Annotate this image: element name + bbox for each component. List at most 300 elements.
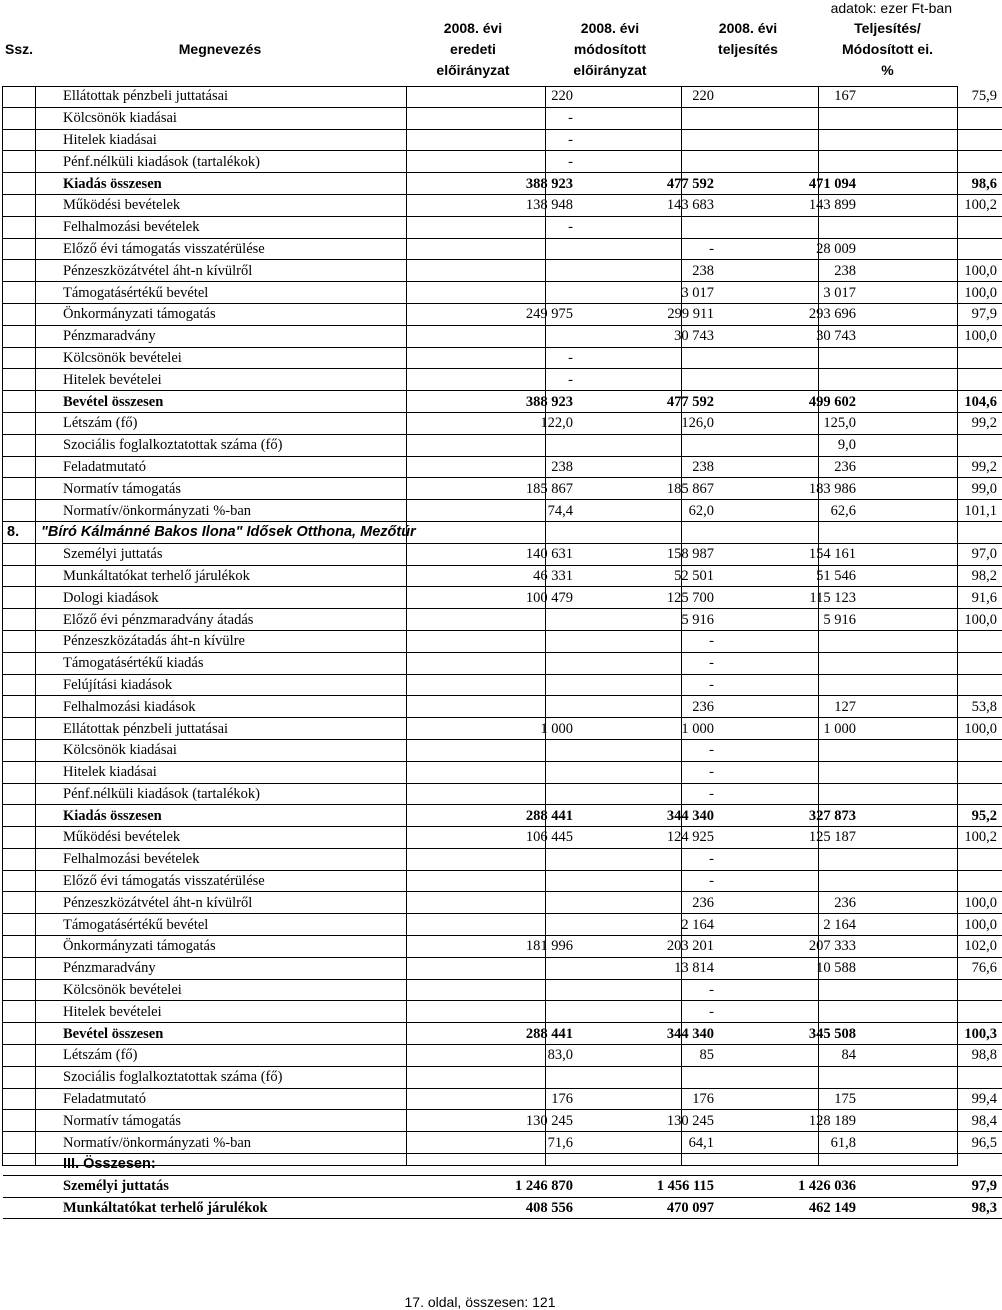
table-row	[3, 543, 1002, 565]
value-eredeti	[434, 434, 578, 456]
value-eredeti: 100 479	[434, 587, 578, 609]
table-row	[3, 739, 1002, 761]
row-name: Normatív támogatás	[39, 478, 434, 500]
row-name: Önkormányzati támogatás	[39, 936, 434, 958]
row-name: Feladatmutató	[39, 1088, 434, 1110]
table-row	[3, 347, 1002, 369]
row-ssz: 8.	[3, 521, 39, 543]
value-eredeti: 288 441	[434, 1023, 578, 1045]
row-ssz	[3, 456, 39, 478]
row-ssz	[3, 1110, 39, 1132]
value-teljesites	[719, 347, 861, 369]
row-ssz	[3, 892, 39, 914]
row-name: Hitelek kiadásai	[39, 761, 434, 783]
row-ssz	[3, 129, 39, 151]
row-name: Kölcsönök kiadásai	[39, 107, 434, 129]
value-modositott: 185 867	[578, 478, 719, 500]
value-teljesites: 61,8	[719, 1132, 861, 1154]
row-ssz	[3, 565, 39, 587]
row-ssz	[3, 478, 39, 500]
row-name: Normatív támogatás	[39, 1110, 434, 1132]
row-name: Személyi juttatás	[39, 1175, 434, 1197]
table-row	[3, 86, 1002, 107]
value-szazalek	[861, 1001, 1002, 1023]
value-eredeti: -	[434, 369, 578, 391]
value-szazalek: 97,0	[861, 543, 1002, 565]
header-megnevezes: Megnevezés	[178, 41, 262, 57]
row-ssz	[3, 434, 39, 456]
value-teljesites: 127	[719, 696, 861, 718]
value-modositott: 477 592	[578, 173, 719, 195]
row-name: Pénzeszközátvétel áht-n kívülről	[39, 260, 434, 282]
table-row	[3, 979, 1002, 1001]
value-teljesites	[719, 521, 861, 543]
value-eredeti: 130 245	[434, 1110, 578, 1132]
value-szazalek: 98,3	[861, 1197, 1002, 1219]
table-row	[3, 652, 1002, 674]
value-teljesites: 84	[719, 1045, 861, 1067]
row-ssz	[3, 609, 39, 631]
row-name: Szociális foglalkoztatottak száma (fő)	[39, 434, 434, 456]
row-ssz	[3, 303, 39, 325]
table-row	[3, 107, 1002, 129]
value-szazalek: 98,2	[861, 565, 1002, 587]
value-eredeti: 238	[434, 456, 578, 478]
value-modositott	[578, 369, 719, 391]
value-modositott	[578, 1154, 719, 1176]
value-eredeti: 288 441	[434, 805, 578, 827]
row-name: Pénzeszközátvétel áht-n kívülről	[39, 892, 434, 914]
value-eredeti	[434, 892, 578, 914]
value-modositott: 3 017	[578, 282, 719, 304]
value-szazalek	[861, 107, 1002, 129]
value-szazalek: 102,0	[861, 936, 1002, 958]
value-eredeti	[434, 979, 578, 1001]
value-szazalek	[861, 434, 1002, 456]
value-teljesites: 293 696	[719, 303, 861, 325]
value-teljesites: 345 508	[719, 1023, 861, 1045]
row-ssz	[3, 1045, 39, 1067]
row-ssz	[3, 1132, 39, 1154]
value-teljesites	[719, 216, 861, 238]
value-szazalek	[861, 870, 1002, 892]
row-name: Normatív/önkormányzati %-ban	[39, 500, 434, 522]
row-name: Hitelek bevételei	[39, 1001, 434, 1023]
row-ssz	[3, 238, 39, 260]
value-szazalek: 97,9	[861, 1175, 1002, 1197]
table-row	[3, 521, 1002, 543]
table-row	[3, 805, 1002, 827]
table-row	[3, 216, 1002, 238]
table-row	[3, 129, 1002, 151]
row-name: Létszám (fő)	[39, 1045, 434, 1067]
row-ssz	[3, 1175, 39, 1197]
header-teljesites: 2008. évi teljesítés	[718, 20, 778, 57]
value-modositott: -	[578, 1001, 719, 1023]
table-row	[3, 783, 1002, 805]
header-eredeti-eloiranyzat: 2008. évi eredeti előirányzat	[436, 20, 510, 78]
row-ssz	[3, 674, 39, 696]
value-teljesites	[719, 783, 861, 805]
row-ssz	[3, 412, 39, 434]
value-modositott: 1 000	[578, 718, 719, 740]
row-name: Hitelek kiadásai	[39, 129, 434, 151]
value-szazalek: 100,0	[861, 260, 1002, 282]
row-name: Működési bevételek	[39, 827, 434, 849]
value-eredeti: 220	[434, 86, 578, 107]
value-modositott: 203 201	[578, 936, 719, 958]
value-teljesites: 9,0	[719, 434, 861, 456]
row-ssz	[3, 848, 39, 870]
row-ssz	[3, 325, 39, 347]
table-row	[3, 957, 1002, 979]
table-row	[3, 303, 1002, 325]
row-name: Működési bevételek	[39, 194, 434, 216]
value-szazalek	[861, 848, 1002, 870]
table-row	[3, 1001, 1002, 1023]
table-row	[3, 369, 1002, 391]
value-modositott: 299 911	[578, 303, 719, 325]
row-ssz	[3, 827, 39, 849]
value-eredeti	[434, 696, 578, 718]
value-modositott: 62,0	[578, 500, 719, 522]
value-eredeti: -	[434, 216, 578, 238]
value-szazalek: 91,6	[861, 587, 1002, 609]
row-name: Pénzmaradvány	[39, 325, 434, 347]
value-modositott: 470 097	[578, 1197, 719, 1219]
value-teljesites: 125 187	[719, 827, 861, 849]
value-teljesites: 462 149	[719, 1197, 861, 1219]
value-modositott: 220	[578, 86, 719, 107]
value-szazalek: 76,6	[861, 957, 1002, 979]
value-modositott: 126,0	[578, 412, 719, 434]
value-eredeti: -	[434, 151, 578, 173]
value-teljesites	[719, 107, 861, 129]
value-eredeti: 46 331	[434, 565, 578, 587]
value-eredeti: 388 923	[434, 173, 578, 195]
row-ssz	[3, 652, 39, 674]
value-szazalek: 99,2	[861, 412, 1002, 434]
value-teljesites: 51 546	[719, 565, 861, 587]
table-row	[3, 456, 1002, 478]
value-teljesites: 10 588	[719, 957, 861, 979]
row-name: Támogatásértékű bevétel	[39, 282, 434, 304]
value-eredeti	[434, 848, 578, 870]
value-modositott: -	[578, 848, 719, 870]
value-teljesites: 5 916	[719, 609, 861, 631]
value-teljesites	[719, 1154, 861, 1176]
row-ssz	[3, 1197, 39, 1219]
value-szazalek: 98,4	[861, 1110, 1002, 1132]
value-eredeti: 138 948	[434, 194, 578, 216]
value-modositott: 344 340	[578, 805, 719, 827]
value-modositott: 64,1	[578, 1132, 719, 1154]
row-name: Felhalmozási bevételek	[39, 216, 434, 238]
value-szazalek	[861, 216, 1002, 238]
row-name: Előző évi támogatás visszatérülése	[39, 870, 434, 892]
value-teljesites: 327 873	[719, 805, 861, 827]
row-name: Személyi juttatás	[39, 543, 434, 565]
value-szazalek	[861, 129, 1002, 151]
value-modositott: 236	[578, 892, 719, 914]
value-teljesites: 154 161	[719, 543, 861, 565]
row-name: Támogatásértékű bevétel	[39, 914, 434, 936]
value-szazalek: 96,5	[861, 1132, 1002, 1154]
value-modositott: 85	[578, 1045, 719, 1067]
value-modositott: -	[578, 739, 719, 761]
value-teljesites	[719, 129, 861, 151]
table-row	[3, 1066, 1002, 1088]
value-modositott	[578, 216, 719, 238]
value-modositott: 477 592	[578, 391, 719, 413]
row-name: Felhalmozási bevételek	[39, 848, 434, 870]
row-name: Hitelek bevételei	[39, 369, 434, 391]
value-modositott: 158 987	[578, 543, 719, 565]
value-eredeti	[434, 674, 578, 696]
value-teljesites: 62,6	[719, 500, 861, 522]
table-row	[3, 194, 1002, 216]
value-szazalek: 100,2	[861, 194, 1002, 216]
row-ssz	[3, 1088, 39, 1110]
row-ssz	[3, 260, 39, 282]
row-ssz	[3, 543, 39, 565]
value-szazalek	[861, 1154, 1002, 1176]
value-szazalek: 98,8	[861, 1045, 1002, 1067]
row-ssz	[3, 1066, 39, 1088]
value-eredeti: 71,6	[434, 1132, 578, 1154]
value-modositott: 344 340	[578, 1023, 719, 1045]
row-name: Pénf.nélküli kiadások (tartalékok)	[39, 151, 434, 173]
value-szazalek: 98,6	[861, 173, 1002, 195]
value-modositott: -	[578, 674, 719, 696]
table-row	[3, 892, 1002, 914]
table-row	[3, 1088, 1002, 1110]
table-row	[3, 478, 1002, 500]
header-teljesites-szazalek: Teljesítés/ Módosított ei. %	[842, 20, 933, 78]
table-row	[3, 1175, 1002, 1197]
value-teljesites	[719, 761, 861, 783]
value-szazalek: 100,3	[861, 1023, 1002, 1045]
row-name: Létszám (fő)	[39, 412, 434, 434]
value-eredeti	[434, 521, 578, 543]
value-teljesites: 499 602	[719, 391, 861, 413]
value-szazalek: 100,0	[861, 718, 1002, 740]
value-eredeti: 408 556	[434, 1197, 578, 1219]
row-ssz	[3, 979, 39, 1001]
value-teljesites	[719, 848, 861, 870]
value-teljesites: 167	[719, 86, 861, 107]
table-row	[3, 412, 1002, 434]
value-szazalek	[861, 369, 1002, 391]
value-eredeti	[434, 630, 578, 652]
value-szazalek: 100,0	[861, 609, 1002, 631]
row-ssz	[3, 500, 39, 522]
value-teljesites	[719, 1001, 861, 1023]
row-name: Munkáltatókat terhelő járulékok	[39, 565, 434, 587]
value-teljesites: 3 017	[719, 282, 861, 304]
value-modositott	[578, 1066, 719, 1088]
row-ssz	[3, 347, 39, 369]
value-eredeti: 74,4	[434, 500, 578, 522]
page-footer: 17. oldal, összesen: 121	[404, 1294, 556, 1310]
table-row	[3, 914, 1002, 936]
value-eredeti: 185 867	[434, 478, 578, 500]
row-name: Kiadás összesen	[39, 173, 434, 195]
value-teljesites: 115 123	[719, 587, 861, 609]
row-name: Dologi kiadások	[39, 587, 434, 609]
row-name: Pénzmaradvány	[39, 957, 434, 979]
value-modositott: 238	[578, 456, 719, 478]
row-name: Önkormányzati támogatás	[39, 303, 434, 325]
value-eredeti: -	[434, 129, 578, 151]
value-szazalek: 104,6	[861, 391, 1002, 413]
value-modositott: 124 925	[578, 827, 719, 849]
value-teljesites	[719, 870, 861, 892]
value-teljesites: 2 164	[719, 914, 861, 936]
value-szazalek: 100,0	[861, 914, 1002, 936]
value-modositott: 52 501	[578, 565, 719, 587]
value-teljesites: 236	[719, 456, 861, 478]
value-teljesites	[719, 652, 861, 674]
table-row	[3, 848, 1002, 870]
row-ssz	[3, 1154, 39, 1176]
table-row	[3, 1132, 1002, 1154]
value-teljesites: 30 743	[719, 325, 861, 347]
table-row	[3, 238, 1002, 260]
value-szazalek	[861, 652, 1002, 674]
row-ssz	[3, 914, 39, 936]
value-eredeti: 83,0	[434, 1045, 578, 1067]
row-ssz	[3, 805, 39, 827]
value-eredeti: 176	[434, 1088, 578, 1110]
row-name: Szociális foglalkoztatottak száma (fő)	[39, 1066, 434, 1088]
row-ssz	[3, 1023, 39, 1045]
table-row	[3, 1110, 1002, 1132]
value-szazalek: 99,2	[861, 456, 1002, 478]
value-eredeti	[434, 652, 578, 674]
row-ssz	[3, 957, 39, 979]
value-eredeti	[434, 914, 578, 936]
value-szazalek	[861, 151, 1002, 173]
value-eredeti: 1 000	[434, 718, 578, 740]
row-ssz	[3, 630, 39, 652]
value-szazalek	[861, 347, 1002, 369]
value-teljesites	[719, 369, 861, 391]
row-ssz	[3, 739, 39, 761]
row-name: Bevétel összesen	[39, 1023, 434, 1045]
table-row	[3, 761, 1002, 783]
value-szazalek	[861, 674, 1002, 696]
value-modositott	[578, 107, 719, 129]
value-eredeti	[434, 957, 578, 979]
value-eredeti	[434, 609, 578, 631]
value-szazalek: 97,9	[861, 303, 1002, 325]
table-row	[3, 434, 1002, 456]
value-modositott: 125 700	[578, 587, 719, 609]
row-ssz	[3, 194, 39, 216]
row-ssz	[3, 282, 39, 304]
unit-note: adatok: ezer Ft-ban	[830, 0, 952, 16]
value-teljesites	[719, 630, 861, 652]
value-eredeti	[434, 1001, 578, 1023]
row-ssz	[3, 870, 39, 892]
row-ssz	[3, 696, 39, 718]
row-name: Támogatásértékű kiadás	[39, 652, 434, 674]
value-modositott	[578, 347, 719, 369]
value-szazalek: 100,0	[861, 892, 1002, 914]
value-modositott: -	[578, 979, 719, 1001]
value-szazalek	[861, 630, 1002, 652]
value-eredeti: 181 996	[434, 936, 578, 958]
value-teljesites: 28 009	[719, 238, 861, 260]
value-teljesites	[719, 979, 861, 1001]
value-modositott: 236	[578, 696, 719, 718]
row-ssz	[3, 783, 39, 805]
row-name: Feladatmutató	[39, 456, 434, 478]
value-modositott: 30 743	[578, 325, 719, 347]
value-modositott: -	[578, 238, 719, 260]
value-szazalek	[861, 238, 1002, 260]
table-row	[3, 870, 1002, 892]
value-modositott: 1 456 115	[578, 1175, 719, 1197]
table-row	[3, 325, 1002, 347]
value-modositott: -	[578, 761, 719, 783]
value-szazalek: 99,4	[861, 1088, 1002, 1110]
table-row	[3, 1154, 1002, 1176]
table-row	[3, 173, 1002, 195]
value-szazalek	[861, 1066, 1002, 1088]
row-name: Előző évi pénzmaradvány átadás	[39, 609, 434, 631]
value-szazalek: 75,9	[861, 86, 1002, 107]
value-teljesites: 471 094	[719, 173, 861, 195]
value-eredeti	[434, 761, 578, 783]
value-eredeti: -	[434, 347, 578, 369]
value-teljesites: 128 189	[719, 1110, 861, 1132]
value-szazalek	[861, 521, 1002, 543]
table-row	[3, 827, 1002, 849]
table-row	[3, 565, 1002, 587]
row-name: Pénf.nélküli kiadások (tartalékok)	[39, 783, 434, 805]
value-modositott: 143 683	[578, 194, 719, 216]
table-row	[3, 936, 1002, 958]
value-modositott	[578, 151, 719, 173]
table-row	[3, 1023, 1002, 1045]
row-name: Felújítási kiadások	[39, 674, 434, 696]
row-name: Kölcsönök kiadásai	[39, 739, 434, 761]
value-modositott: -	[578, 783, 719, 805]
value-modositott: 5 916	[578, 609, 719, 631]
value-szazalek	[861, 979, 1002, 1001]
table-row	[3, 282, 1002, 304]
value-szazalek	[861, 761, 1002, 783]
row-name: Bevétel összesen	[39, 391, 434, 413]
table-row	[3, 500, 1002, 522]
value-eredeti	[434, 238, 578, 260]
table-row	[3, 718, 1002, 740]
value-modositott: 2 164	[578, 914, 719, 936]
value-teljesites: 125,0	[719, 412, 861, 434]
value-szazalek: 100,2	[861, 827, 1002, 849]
value-szazalek	[861, 739, 1002, 761]
value-modositott: -	[578, 630, 719, 652]
row-ssz	[3, 107, 39, 129]
table-row	[3, 587, 1002, 609]
row-name: Kölcsönök bevételei	[39, 979, 434, 1001]
row-ssz	[3, 1001, 39, 1023]
value-modositott: 130 245	[578, 1110, 719, 1132]
value-teljesites: 236	[719, 892, 861, 914]
value-szazalek: 100,0	[861, 282, 1002, 304]
